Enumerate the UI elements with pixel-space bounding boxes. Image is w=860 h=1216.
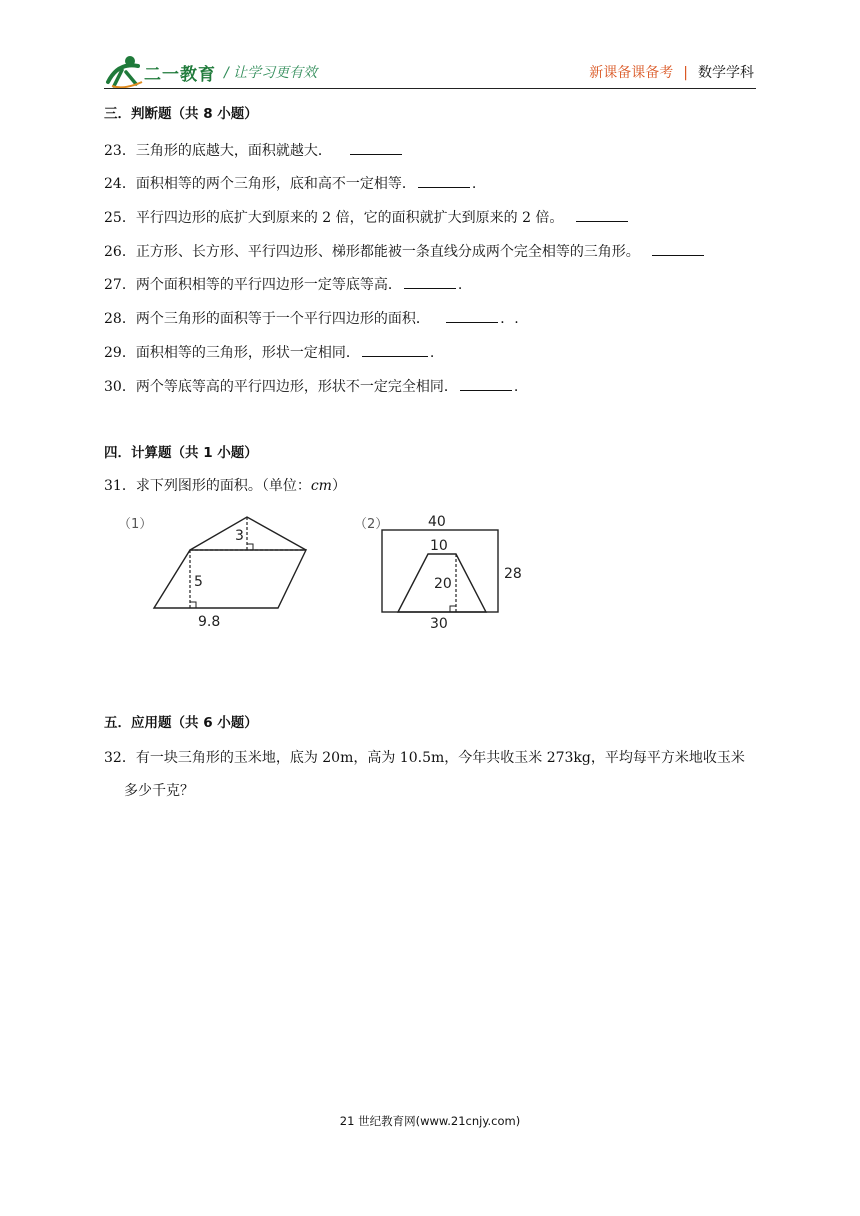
parallelogram-shape — [154, 550, 306, 608]
question-text: 24．面积相等的两个三角形，底和高不一定相等． — [104, 176, 416, 192]
section-title-apply: 五．应用题（共 6 小题） — [104, 715, 258, 731]
dim-trap-bottom: 30 — [430, 616, 448, 632]
right-angle-icon — [450, 606, 456, 612]
answer-blank[interactable] — [576, 207, 628, 222]
dim-trap-top: 10 — [430, 538, 448, 554]
logo-text: 二一教育 — [144, 65, 216, 85]
answer-blank[interactable] — [460, 376, 512, 391]
figure-1-label: （1） — [118, 517, 153, 532]
area-figures — [118, 512, 538, 636]
figure-2-label: （2） — [354, 517, 389, 532]
unit: cm — [310, 478, 332, 494]
question-text: 29．面积相等的三角形，形状一定相同． — [104, 345, 360, 361]
answer-blank[interactable] — [652, 241, 704, 256]
header-subject — [589, 62, 754, 82]
figure-1 — [118, 517, 306, 630]
dim-rect-width: 40 — [428, 514, 446, 530]
question-text: 25．平行四边形的底扩大到原来的 2 倍，它的面积就扩大到原来的 2 倍。 — [104, 210, 564, 226]
section-title-judge: 三．判断题（共 8 小题） — [104, 106, 258, 122]
slogan: / 让学习更有效 — [224, 65, 318, 81]
question-23 — [104, 140, 404, 161]
right-angle-icon — [190, 602, 196, 608]
section-title-calc: 四．计算题（共 1 小题） — [104, 445, 258, 461]
question-26 — [104, 241, 706, 262]
question-text: 27．两个面积相等的平行四边形一定等底等高． — [104, 277, 402, 293]
answer-blank[interactable] — [418, 173, 470, 188]
question-30: 30．两个等底等高的平行四边形，形状不一定完全相同． . — [104, 376, 518, 397]
header-course-label: 新课备课备考 — [589, 65, 674, 81]
dim-height: 5 — [194, 574, 203, 590]
figure-2 — [354, 514, 522, 632]
answer-blank[interactable] — [362, 342, 428, 357]
header-divider — [104, 88, 756, 89]
question-32-continued: 多少千克？ — [124, 783, 194, 799]
question-text: 26．正方形、长方形、平行四边形、梯形都能被一条直线分成两个完全相等的三角形。 — [104, 244, 640, 260]
dim-triangle-height: 3 — [235, 528, 244, 544]
answer-blank[interactable] — [404, 274, 456, 289]
page-footer: 21 世纪教育网(www.21cnjy.com) — [339, 1114, 521, 1128]
question-32: 32．有一块三角形的玉米地，底为 20m，高为 10.5m，今年共收玉米 273kg，平均每平方米地收玉米 — [104, 750, 745, 766]
answer-blank[interactable] — [350, 140, 402, 155]
page-header — [0, 0, 860, 96]
question-text: 23．三角形的底越大，面积就越大． — [104, 143, 332, 159]
dim-base: 9.8 — [198, 614, 221, 630]
answer-blank[interactable] — [446, 308, 498, 323]
question-text: 28．两个三角形的面积等于一个平行四边形的面积． — [104, 311, 430, 327]
question-suffix: ） — [331, 478, 346, 494]
dim-trap-height: 20 — [434, 576, 452, 592]
question-text: 31．求下列图形的面积。（单位： — [104, 478, 311, 494]
question-25 — [104, 207, 630, 228]
question-24: 24．面积相等的两个三角形，底和高不一定相等． . — [104, 173, 476, 194]
header-subject-label: 数学学科 — [698, 65, 754, 81]
question-text: 30．两个等底等高的平行四边形，形状不一定完全相同． — [104, 379, 458, 395]
right-angle-icon — [247, 544, 253, 550]
question-29: 29．面积相等的三角形，形状一定相同． . — [104, 342, 434, 363]
triangle-shape — [190, 517, 306, 550]
dim-rect-height: 28 — [504, 566, 522, 582]
question-31 — [104, 476, 346, 496]
question-27: 27．两个面积相等的平行四边形一定等底等高． . — [104, 274, 462, 295]
question-28: 28．两个三角形的面积等于一个平行四边形的面积． ．. — [104, 308, 519, 329]
header-separator: | — [683, 65, 688, 81]
